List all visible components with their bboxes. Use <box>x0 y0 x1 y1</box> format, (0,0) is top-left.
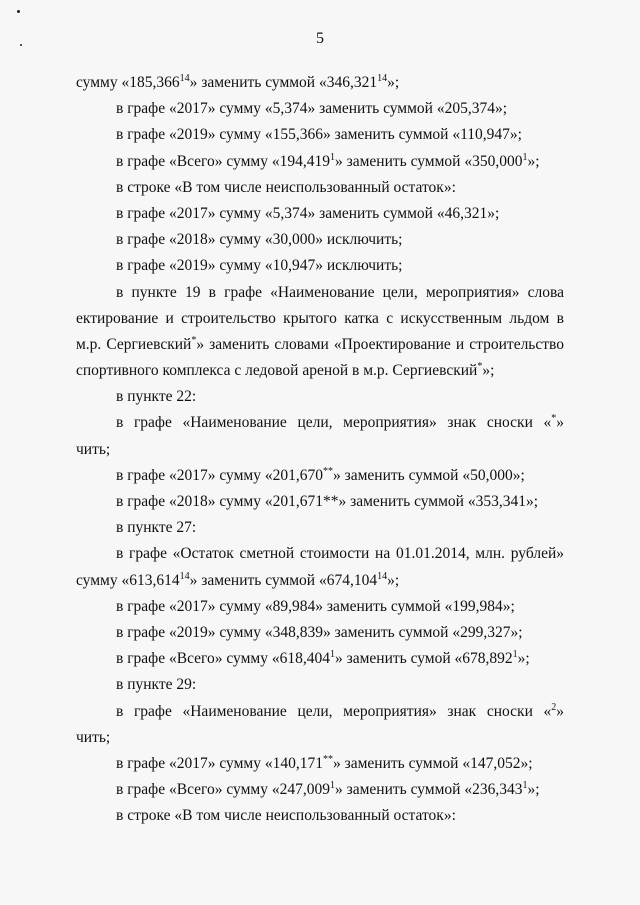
text-run: » заменить сумой «678,892 <box>334 650 513 668</box>
text-line <box>76 358 564 384</box>
text-run: в графе «2019» сумму «348,839» заменить суммой «299,327»; <box>116 623 523 641</box>
superscript-mark: 2 <box>551 701 557 713</box>
text-run: спортивного комплекса с ледовой ареной в м.р. Сергиевский <box>76 362 478 380</box>
text-line <box>76 149 564 175</box>
text-run: м.р. Сергиевский <box>76 335 192 353</box>
page-number: 5 <box>316 30 324 47</box>
text-run: в графе «2018» сумму «201,671**» заменить суммой «353,341»; <box>116 493 539 510</box>
text-line <box>76 306 564 332</box>
text-line <box>76 463 564 489</box>
text-run: »; <box>387 74 400 91</box>
text-line <box>76 803 564 829</box>
text-run: » <box>556 702 564 720</box>
text-run: в графе «2018» сумму «30,000» исключить; <box>116 231 403 249</box>
text-run: в пункте 29: <box>116 676 197 694</box>
text-run: в графе «2017» сумму «140,171 <box>116 754 323 772</box>
text-run: в пункте 19 в графе «Наименование цели, мероприятия» слова <box>116 283 564 301</box>
text-run: »; <box>387 571 400 589</box>
text-run: в графе «2019» сумму «155,366» заменить суммой «110,947»; <box>116 126 522 144</box>
document-body <box>76 70 564 829</box>
text-run: в пункте 22: <box>116 388 197 406</box>
text-run: в графе «Всего» сумму «247,009 <box>116 781 330 799</box>
superscript-mark: 14 <box>179 570 190 582</box>
text-line <box>76 96 564 122</box>
superscript-mark: 1 <box>329 649 335 661</box>
superscript-mark: 14 <box>179 73 190 84</box>
text-line <box>76 175 564 201</box>
text-run: в графе «Наименование цели, мероприятия» знак сноски « <box>116 414 552 432</box>
text-line <box>76 410 564 436</box>
text-run: »; <box>527 152 540 170</box>
text-line <box>76 751 564 777</box>
scan-speck-top <box>17 10 20 13</box>
text-line <box>76 489 564 515</box>
text-line <box>76 541 564 567</box>
text-run: ектирование и строительство крытого катка с искусственным льдом в <box>76 309 564 327</box>
text-run: в графе «2017» сумму «5,374» заменить суммой «46,321»; <box>116 204 500 222</box>
superscript-mark: 14 <box>377 73 388 84</box>
superscript-mark: 1 <box>512 649 518 661</box>
text-run: в графе «2019» сумму «10,947» исключить; <box>116 257 403 275</box>
text-line <box>76 332 564 358</box>
text-run: » заменить суммой «346,321 <box>189 74 378 91</box>
superscript-mark: 1 <box>522 780 528 792</box>
text-run: » заменить суммой «236,343 <box>334 781 523 799</box>
superscript-mark: * <box>191 334 197 346</box>
text-run: в строке «В том числе неиспользованный остаток»: <box>116 807 456 825</box>
text-run: в графе «2017» сумму «201,670 <box>116 466 323 484</box>
text-run: в графе «Всего» сумму «194,419 <box>116 152 330 170</box>
superscript-mark: 1 <box>329 780 335 792</box>
text-run: в графе «Наименование цели, мероприятия» знак сноски « <box>116 702 552 720</box>
superscript-mark: 1 <box>329 151 335 163</box>
text-run: »; <box>517 650 530 668</box>
superscript-mark: * <box>551 413 557 425</box>
text-line <box>76 437 564 463</box>
text-line <box>76 568 564 594</box>
text-line <box>76 227 564 253</box>
text-line <box>76 777 564 803</box>
text-line <box>76 699 564 725</box>
text-run: чить; <box>76 440 111 458</box>
superscript-mark: 14 <box>377 570 388 582</box>
text-run: » заменить суммой «50,000»; <box>332 466 525 484</box>
text-run: »; <box>482 362 495 380</box>
text-run: »; <box>527 781 540 799</box>
text-run: чить; <box>76 728 111 746</box>
text-line <box>76 280 564 306</box>
superscript-mark: ** <box>322 465 333 477</box>
text-line <box>76 725 564 751</box>
text-line <box>76 672 564 698</box>
text-line <box>76 70 564 96</box>
text-line <box>76 515 564 541</box>
text-line <box>76 201 564 227</box>
text-line <box>76 384 564 410</box>
text-run: в графе «2017» сумму «89,984» заменить суммой «199,984»; <box>116 597 515 615</box>
text-run: » заменить суммой «147,052»; <box>332 754 533 772</box>
text-line <box>76 620 564 646</box>
text-run: » заменить суммой «350,000 <box>334 152 523 170</box>
text-line <box>76 253 564 279</box>
text-run: в графе «2017» сумму «5,374» заменить суммой «205,374»; <box>116 100 508 118</box>
text-run: в графе «Остаток сметной стоимости на 01.01.2014, млн. рублей» <box>116 545 564 563</box>
text-line <box>76 646 564 672</box>
text-run: » заменить суммой «674,104 <box>189 571 378 589</box>
text-run: » заменить словами «Проектирование и строительство <box>196 335 564 353</box>
text-run: сумму «613,614 <box>76 571 180 589</box>
superscript-mark: 1 <box>522 151 528 163</box>
text-run: в графе «Всего» сумму «618,404 <box>116 650 330 668</box>
text-line <box>76 594 564 620</box>
text-run: » <box>556 414 564 432</box>
text-line <box>76 122 564 148</box>
superscript-mark: * <box>477 361 483 373</box>
superscript-mark: ** <box>322 753 333 765</box>
text-run: в пункте 27: <box>116 519 197 537</box>
text-run: сумму «185,366 <box>76 74 180 91</box>
text-run: в строке «В том числе неиспользованный остаток»: <box>116 178 456 196</box>
